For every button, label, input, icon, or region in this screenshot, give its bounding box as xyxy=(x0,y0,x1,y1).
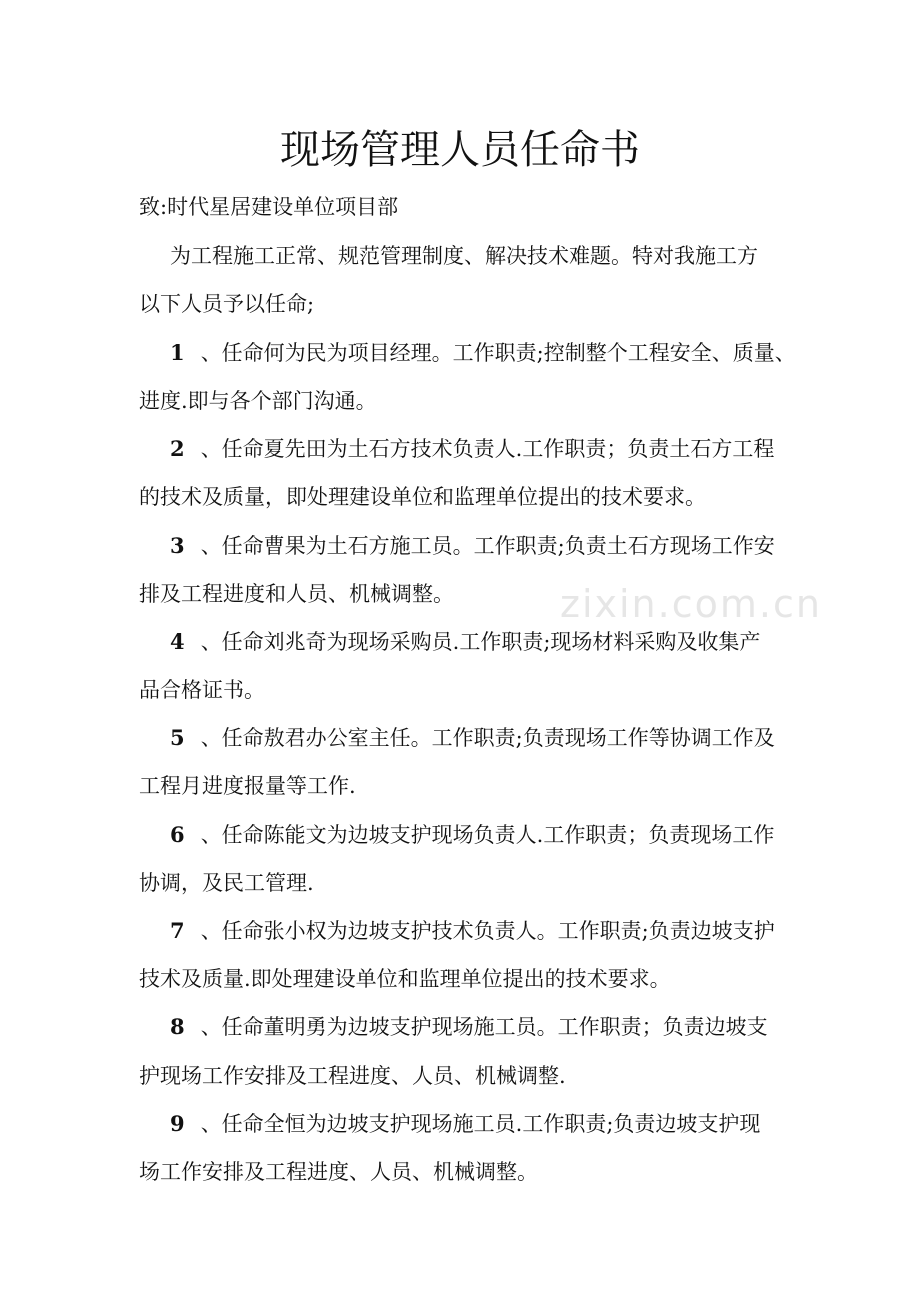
appointment-number: 4 xyxy=(170,629,185,654)
appointment-6-line-1 xyxy=(170,818,774,852)
appointment-7-line-2: 技术及质量.即处理建设单位和监理单位提出的技术要求。 xyxy=(139,967,671,991)
appointment-number: 8 xyxy=(170,1014,185,1039)
appointment-number: 5 xyxy=(170,725,185,750)
appointment-text: 、任命刘兆奇为现场采购员.工作职责;现场材料采购及收集产 xyxy=(200,630,761,654)
appointment-text: 、任命张小权为边坡支护技术负责人。工作职责;负责边坡支护 xyxy=(200,919,775,943)
appointment-6-line-2: 协调，及民工管理. xyxy=(139,871,314,895)
appointment-number: 3 xyxy=(170,533,185,558)
appointment-number: 2 xyxy=(170,436,185,461)
appointment-9-line-1 xyxy=(170,1107,760,1141)
appointment-1-line-1 xyxy=(170,336,796,370)
appointment-9-line-2: 场工作安排及工程进度、人员、机械调整。 xyxy=(139,1160,538,1184)
appointment-5-line-2: 工程月进度报量等工作. xyxy=(139,774,356,798)
appointment-2-line-1 xyxy=(170,432,774,466)
watermark: zixin.com.cn xyxy=(560,582,822,626)
addressee: 致:时代星居建设单位项目部 xyxy=(139,195,399,219)
appointment-8-line-1 xyxy=(170,1010,768,1044)
appointment-3-line-1 xyxy=(170,529,775,563)
appointment-3-line-2: 排及工程进度和人员、机械调整。 xyxy=(139,582,454,606)
appointment-4-line-2: 品合格证书。 xyxy=(139,678,265,702)
appointment-number: 6 xyxy=(170,822,185,847)
document-title: 现场管理人员任命书 xyxy=(280,127,640,173)
appointment-text: 、任命曹果为土石方施工员。工作职责;负责土石方现场工作安 xyxy=(200,534,775,558)
appointment-number: 1 xyxy=(170,340,185,365)
appointment-2-line-2: 的技术及质量，即处理建设单位和监理单位提出的技术要求。 xyxy=(139,485,706,509)
appointment-7-line-1 xyxy=(170,914,775,948)
appointment-8-line-2: 护现场工作安排及工程进度、人员、机械调整. xyxy=(139,1064,566,1088)
appointment-text: 、任命全恒为边坡支护现场施工员.工作职责;负责边坡支护现 xyxy=(200,1112,761,1136)
intro-line-2: 以下人员予以任命; xyxy=(139,292,315,316)
appointment-4-line-1 xyxy=(170,625,760,659)
appointment-text: 、任命陈能文为边坡支护现场负责人.工作职责；负责现场工作 xyxy=(200,823,775,847)
appointment-number: 7 xyxy=(170,918,185,943)
intro-line-1: 为工程施工正常、规范管理制度、解决技术难题。特对我施工方 xyxy=(170,244,758,268)
appointment-text: 、任命敖君办公室主任。工作职责;负责现场工作等协调工作及 xyxy=(200,726,775,750)
appointment-5-line-1 xyxy=(170,721,775,755)
appointment-text: 、任命夏先田为土石方技术负责人.工作职责；负责土石方工程 xyxy=(200,437,775,461)
appointment-text: 、任命董明勇为边坡支护现场施工员。工作职责；负责边坡支 xyxy=(200,1015,768,1039)
appointment-text: 、任命何为民为项目经理。工作职责;控制整个工程安全、质量、 xyxy=(200,341,796,365)
appointment-1-line-2: 进度.即与各个部门沟通。 xyxy=(139,389,377,413)
appointment-number: 9 xyxy=(170,1111,185,1136)
